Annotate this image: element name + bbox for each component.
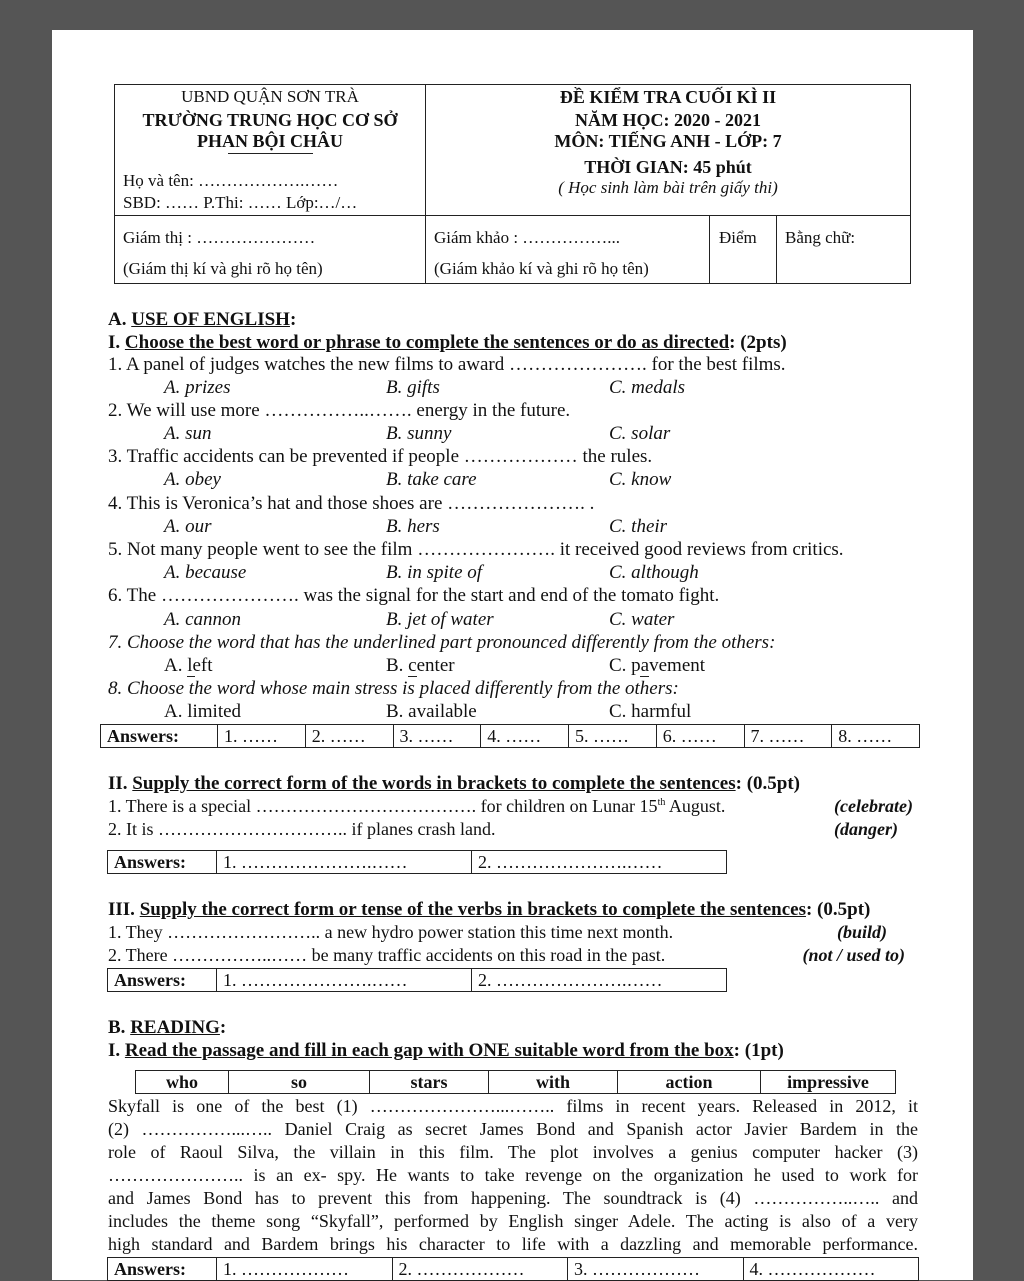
- passage-line-7: high standard and Bardem brings his character to life with a dazzling and memorable performance.: [108, 1234, 918, 1254]
- part1-suffix: : (2pts): [729, 332, 787, 353]
- header-border-top: [114, 84, 911, 85]
- exam-title: ĐỀ KIỂM TRA CUỐI KÌ II: [559, 87, 777, 107]
- part3-answer-cell-2[interactable]: 2. ………………….……: [472, 969, 727, 992]
- part2-q1-sup: th: [657, 797, 666, 808]
- passage-line-6: includes the theme song “Skyfall”, performed by English singer Adele. The acting is also of a very: [108, 1211, 918, 1231]
- part2-heading: [108, 773, 800, 795]
- part1-heading: [108, 332, 787, 354]
- part2-answers-table: [107, 850, 727, 874]
- answer-cell-8[interactable]: 8. ……: [832, 725, 920, 748]
- q1-option-a: A. prizes: [164, 377, 231, 398]
- school-name-line1: TRƯỜNG TRUNG HỌC CƠ SỞ: [142, 110, 398, 130]
- question-3: 3. Traffic accidents can be prevented if people ……………… the rules.: [108, 446, 653, 467]
- q7-option-c: C. pavement: [609, 655, 706, 676]
- part2-answer-cell-1[interactable]: 1. ………………….……: [217, 851, 472, 874]
- part2-q1-end: August.: [665, 796, 726, 816]
- q2-option-b: B. sunny: [386, 423, 452, 444]
- score-words-label: Bằng chữ:: [785, 228, 856, 247]
- school-year: NĂM HỌC: 2020 - 2021: [575, 110, 761, 130]
- school-name-line2: PHAN BỘI CHÂU: [196, 131, 343, 151]
- part3-prefix: III.: [108, 899, 140, 920]
- header-divider-3: [776, 215, 777, 283]
- header-border-mid: [114, 215, 911, 216]
- q8-option-b: B. available: [386, 701, 477, 722]
- reading-answers-table: [107, 1257, 919, 1281]
- q1-option-c: C. medals: [609, 377, 685, 398]
- proctor-field: Giám thị : …………………: [123, 228, 316, 247]
- q3-option-b: B. take care: [386, 469, 477, 490]
- district-name: UBND QUẬN SƠN TRÀ: [181, 87, 359, 106]
- exam-paper: [52, 30, 973, 1280]
- part2-title: Supply the correct form of the words in brackets to complete the sentences: [132, 773, 736, 794]
- passage-line-5: and James Bond has to prevent this from happening. The soundtrack is (4) ……………..….. and: [108, 1188, 918, 1208]
- part2-answer-cell-2[interactable]: 2. ………………….……: [472, 851, 727, 874]
- header-border-right: [910, 84, 911, 284]
- q4-option-c: C. their: [609, 516, 668, 537]
- school-underline: [228, 153, 313, 154]
- reading-answer-cell-2[interactable]: 2. ………………: [392, 1258, 568, 1281]
- part3-title: Supply the correct form or tense of the verbs in brackets to complete the sentences: [139, 899, 806, 920]
- part2-q1-text: 1. There is a special ………………………………. for children on Lunar 15: [108, 796, 658, 816]
- part1-answers-table: [100, 724, 920, 748]
- section-a-title: [108, 309, 296, 331]
- part2-answers-label: Answers:: [108, 851, 217, 874]
- section-b-suffix: :: [219, 1017, 227, 1038]
- passage-line-1: Skyfall is one of the best (1) …………………...…….. films in recent years. Released in 2012, it: [108, 1096, 918, 1116]
- q4-option-a: A. our: [164, 516, 212, 537]
- part3-q1-word: (build): [836, 922, 887, 942]
- header-border-bottom: [114, 283, 911, 284]
- part1-answers-label: Answers:: [101, 725, 218, 748]
- section-a-suffix: :: [289, 309, 297, 330]
- section-a-prefix: A.: [108, 309, 132, 330]
- q1-option-b: B. gifts: [386, 377, 440, 398]
- answer-cell-6[interactable]: 6. ……: [656, 725, 744, 748]
- q5-option-a: A. because: [164, 562, 247, 583]
- q3-option-c: C. know: [609, 469, 672, 490]
- q8-option-c: C. harmful: [609, 701, 692, 722]
- answer-cell-5[interactable]: 5. ……: [569, 725, 657, 748]
- section-a-heading: USE OF ENGLISH: [131, 309, 290, 330]
- part2-question-1: [108, 796, 725, 817]
- q6-option-a: A. cannon: [164, 609, 242, 630]
- word-box-stars: stars: [370, 1071, 489, 1094]
- part3-answer-cell-1[interactable]: 1. ………………….……: [217, 969, 472, 992]
- part3-suffix: : (0.5pt): [805, 899, 871, 920]
- part3-answers-table: [107, 968, 727, 992]
- part3-question-1: 1. They …………………….. a new hydro power station this time next month.: [108, 922, 674, 942]
- q3-option-a: A. obey: [164, 469, 221, 490]
- passage-line-4: ………………….. is an ex- spy. He wants to take revenge on the organization he used to work for: [108, 1165, 918, 1185]
- q5-option-b: B. in spite of: [386, 562, 483, 583]
- part3-question-2: 2. There ……………..…… be many traffic accidents on this road in the past.: [108, 945, 666, 965]
- passage-line-3: role of Raoul Silva, the villain in this film. The plot involves a genius computer hacker (3): [108, 1142, 918, 1162]
- part3-answers-label: Answers:: [108, 969, 217, 992]
- q7-option-b: B. center: [386, 655, 455, 676]
- subject: MÔN: TIẾNG ANH - LỚP: 7: [554, 131, 782, 151]
- q7-underline-c: [640, 676, 649, 677]
- part3-heading: [108, 899, 870, 921]
- reading-part1-suffix: : (1pt): [733, 1040, 784, 1061]
- answer-cell-2[interactable]: 2. ……: [305, 725, 393, 748]
- word-box-who: who: [136, 1071, 229, 1094]
- q2-option-c: C. solar: [609, 423, 671, 444]
- passage-line-2: (2) ……………...….. Daniel Craig as secret James Bond and Spanish actor Javier Bardem in the: [108, 1119, 918, 1139]
- score-label: Điểm: [719, 228, 757, 247]
- question-8: 8. Choose the word whose main stress is placed differently from the others:: [108, 678, 679, 699]
- word-box-action: action: [618, 1071, 761, 1094]
- reading-answer-cell-1[interactable]: 1. ………………: [217, 1258, 393, 1281]
- q8-option-a: A. limited: [164, 701, 242, 722]
- header-divider-2: [709, 215, 710, 283]
- exam-time: THỜI GIAN: 45 phút: [584, 157, 752, 177]
- answer-cell-1[interactable]: 1. ……: [218, 725, 306, 748]
- q6-option-c: C. water: [609, 609, 675, 630]
- question-4: 4. This is Veronica’s hat and those shoes are …………………. .: [108, 493, 595, 514]
- answer-cell-7[interactable]: 7. ……: [744, 725, 832, 748]
- reading-part1-title: Read the passage and fill in each gap with ONE suitable word from the box: [124, 1040, 734, 1061]
- q7-underline-b: [408, 676, 417, 677]
- question-6: 6. The …………………. was the signal for the start and end of the tomato fight.: [108, 585, 720, 606]
- q4-option-b: B. hers: [386, 516, 440, 537]
- question-2: 2. We will use more ……………..……. energy in the future.: [108, 400, 571, 421]
- reading-answers-label: Answers:: [108, 1258, 217, 1281]
- section-b-heading: READING: [130, 1017, 220, 1038]
- answer-cell-4[interactable]: 4. ……: [481, 725, 569, 748]
- reading-part1-prefix: I.: [108, 1040, 125, 1061]
- part2-question-2: 2. It is ………………………….. if planes crash land.: [108, 819, 496, 839]
- proctor-note: (Giám thị kí và ghi rõ họ tên): [123, 259, 323, 278]
- part2-q1-word: (celebrate): [834, 796, 913, 816]
- part2-suffix: : (0.5pt): [735, 773, 801, 794]
- question-1: 1. A panel of judges watches the new films to award …………………. for the best films.: [108, 354, 786, 375]
- reading-answer-cell-3[interactable]: 3. ………………: [568, 1258, 744, 1281]
- word-box-impressive: impressive: [761, 1071, 896, 1094]
- section-b-title: [108, 1017, 226, 1039]
- part2-prefix: II.: [108, 773, 133, 794]
- q2-option-a: A. sun: [164, 423, 212, 444]
- reading-answer-cell-4[interactable]: 4. ………………: [743, 1258, 919, 1281]
- section-b-prefix: B.: [108, 1017, 131, 1038]
- part2-q2-word: (danger): [834, 819, 898, 839]
- q6-option-b: B. jet of water: [386, 609, 494, 630]
- examiner-note: (Giám khảo kí và ghi rõ họ tên): [434, 259, 649, 278]
- word-box: [135, 1070, 896, 1094]
- part3-q2-word: (not / used to): [802, 945, 905, 965]
- examiner-field: Giám khảo : ……………...: [434, 228, 621, 247]
- reading-part1-heading: [108, 1040, 784, 1062]
- sbd-field: SBD: …… P.Thi: …… Lớp:…/…: [123, 193, 358, 212]
- q5-option-c: C. although: [609, 562, 699, 583]
- part1-prefix: I.: [108, 332, 125, 353]
- word-box-so: so: [229, 1071, 370, 1094]
- student-name-field: Họ và tên: ……………….……: [123, 171, 339, 190]
- question-7: 7. Choose the word that has the underlined part pronounced differently from the others:: [108, 632, 776, 653]
- part1-title: Choose the best word or phrase to complete the sentences or do as directed: [124, 332, 730, 353]
- q7-underline-a: [187, 676, 195, 677]
- word-box-with: with: [489, 1071, 618, 1094]
- q7-option-a: A. left: [164, 655, 213, 676]
- exam-note: ( Học sinh làm bài trên giấy thi): [558, 178, 778, 197]
- question-5: 5. Not many people went to see the film …………………. it received good reviews from critics.: [108, 539, 844, 560]
- answer-cell-3[interactable]: 3. ……: [393, 725, 481, 748]
